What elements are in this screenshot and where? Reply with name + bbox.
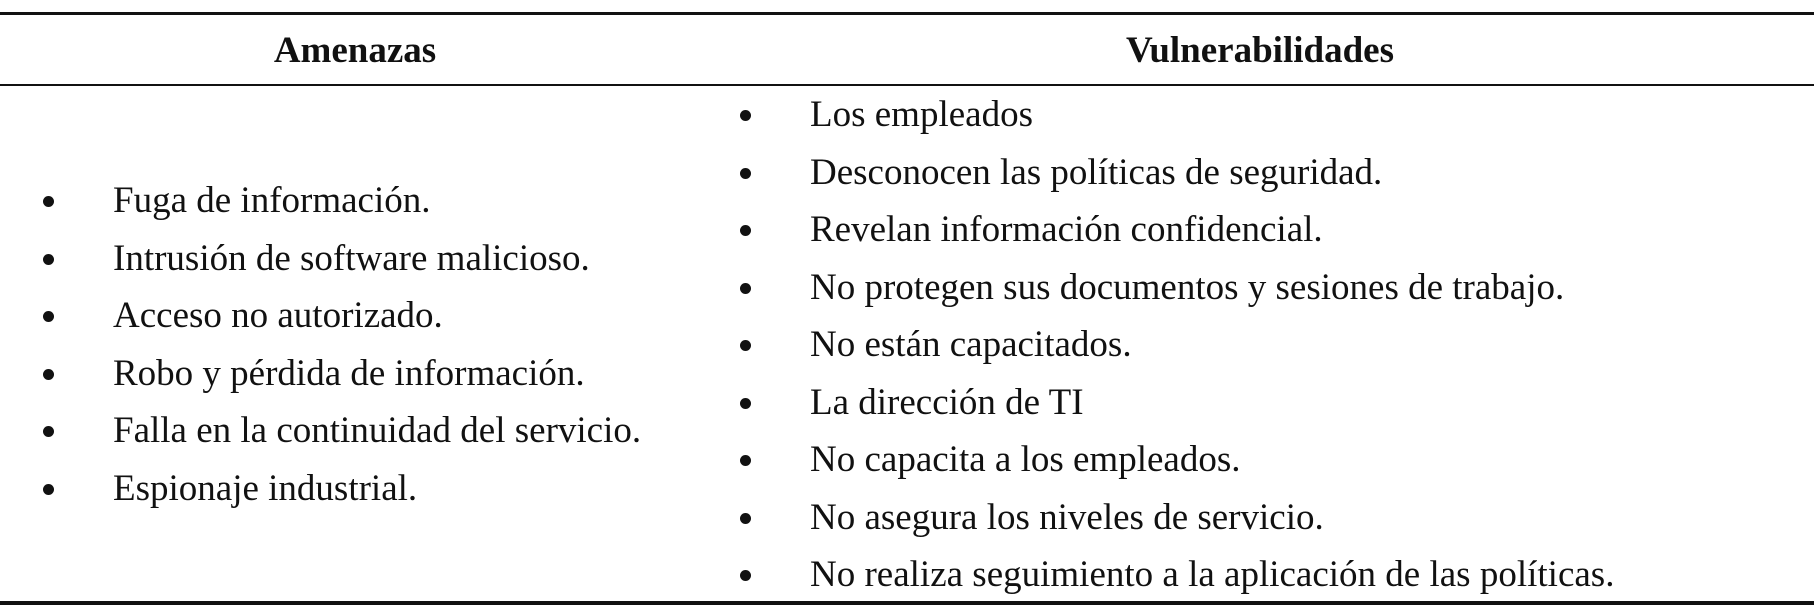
column-header-threats: Amenazas [273, 30, 437, 71]
vulnerability-text: Desconocen las políticas de seguridad. [810, 151, 1383, 193]
vulnerability-text: Revelan información confidencial. [810, 209, 1323, 250]
bullet-icon [43, 254, 54, 265]
vulnerability-text: La dirección de TI [810, 381, 1084, 423]
bullet-icon [43, 426, 54, 437]
threat-text: Fuga de información. [113, 180, 431, 221]
vulnerability-text: No están capacitados. [810, 324, 1132, 365]
threat-text: Espionaje industrial. [113, 467, 418, 509]
table-top-rule [0, 12, 1814, 15]
threat-text: Acceso no autorizado. [113, 295, 443, 336]
table-bottom-rule [0, 601, 1814, 605]
bullet-icon [740, 110, 751, 121]
vulnerability-text: No capacita a los empleados. [810, 439, 1241, 480]
bullet-icon [740, 513, 751, 524]
bullet-icon [740, 455, 751, 466]
bullet-icon [43, 369, 54, 380]
column-header-vulnerabilities: Vulnerabilidades [1126, 30, 1394, 71]
threat-text: Falla en la continuidad del servicio. [113, 410, 642, 451]
threat-text: Intrusión de software malicioso. [113, 237, 590, 279]
vulnerability-text: No protegen sus documentos y sesiones de trabajo. [810, 266, 1565, 308]
bullet-icon [740, 225, 751, 236]
bullet-icon [740, 168, 751, 179]
vulnerability-text: Los empleados [810, 94, 1033, 135]
vulnerability-text: No asegura los niveles de servicio. [810, 496, 1324, 538]
threat-text: Robo y pérdida de información. [113, 352, 585, 394]
bullet-icon [740, 570, 751, 581]
bullet-icon [740, 283, 751, 294]
bullet-icon [740, 340, 751, 351]
bullet-icon [43, 196, 54, 207]
vulnerability-text: No realiza seguimiento a la aplicación de las políticas. [810, 554, 1615, 595]
bullet-icon [43, 484, 54, 495]
bullet-icon [43, 311, 54, 322]
bullet-icon [740, 398, 751, 409]
